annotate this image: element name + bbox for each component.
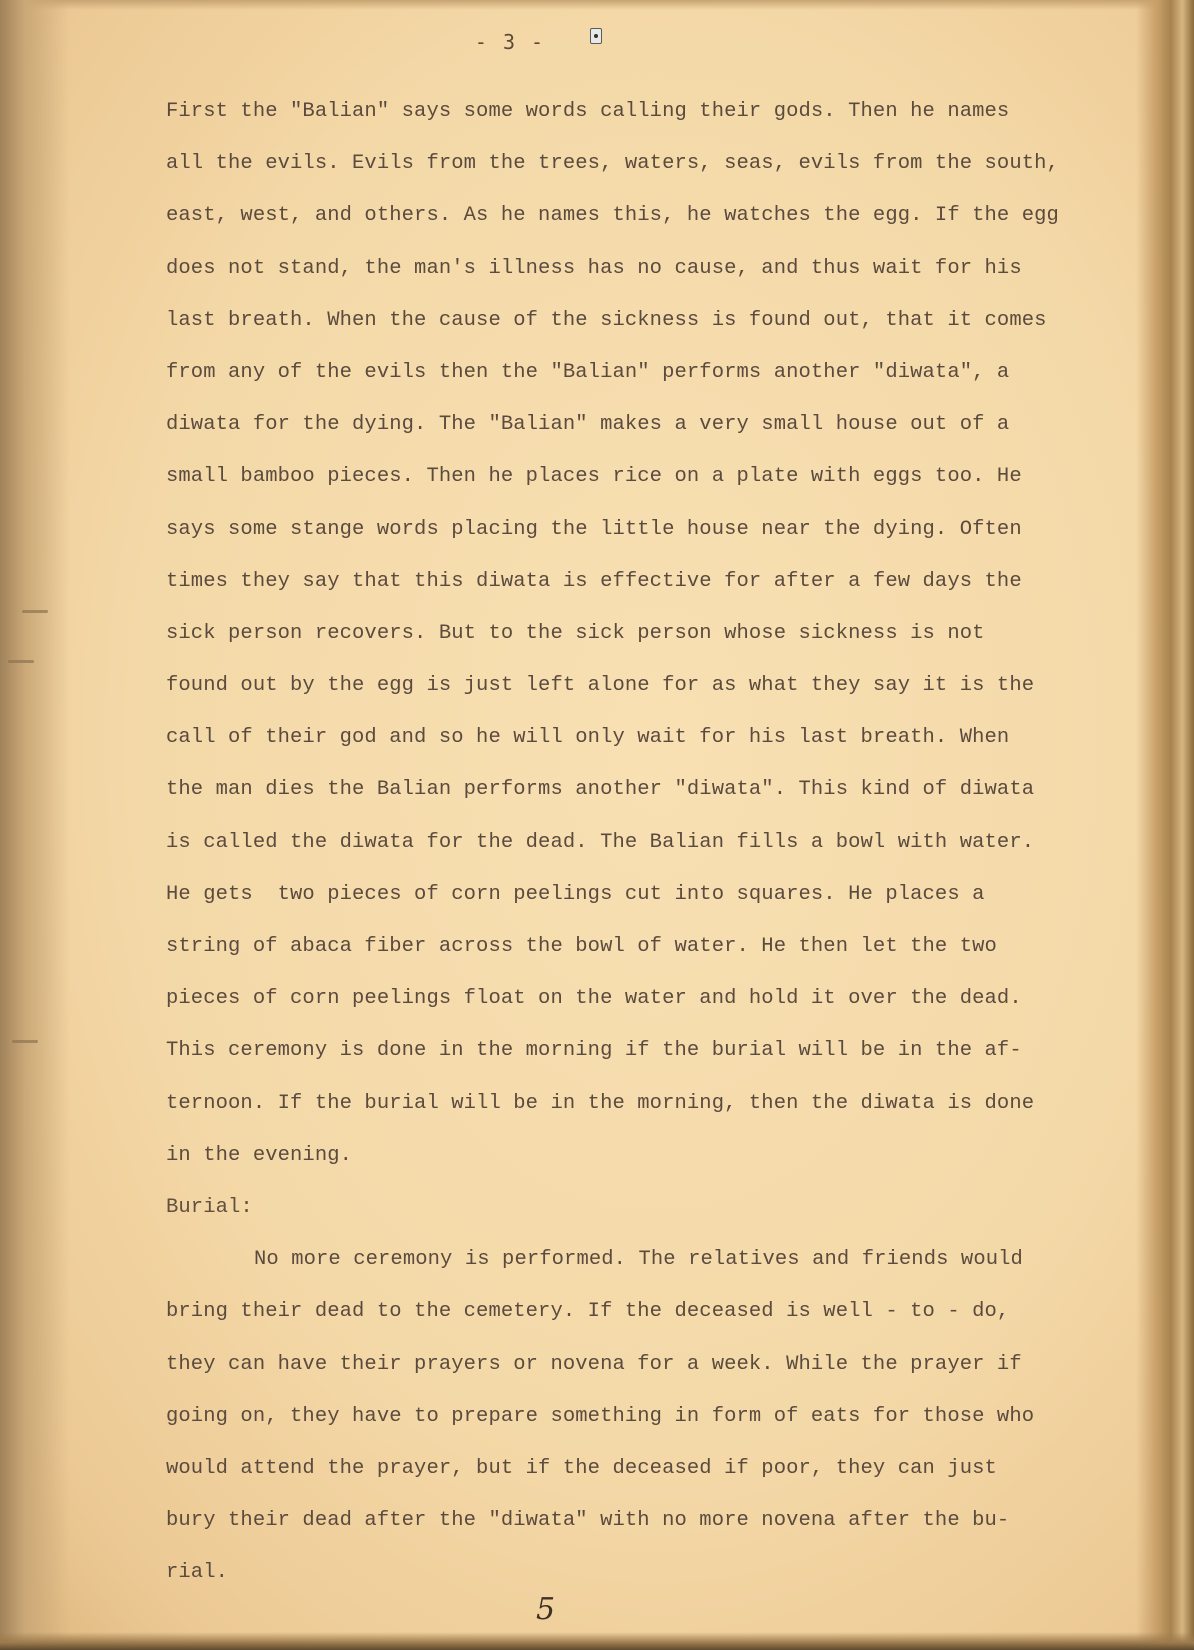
- text-line: No more ceremony is performed. The relatives and friends would: [254, 1248, 1023, 1272]
- text-line: pieces of corn peelings float on the water and hold it over the dead.: [166, 987, 1022, 1011]
- text-line: all the evils. Evils from the trees, waters, seas, evils from the south,: [166, 152, 1059, 176]
- staple-icon: [590, 28, 602, 44]
- text-line: they can have their prayers or novena for a week. While the prayer if: [166, 1352, 1022, 1376]
- binding-shadow: [0, 0, 70, 1650]
- text-line: bury their dead after the "diwata" with no more novena after the bu-: [166, 1509, 1010, 1533]
- text-line: is called the diwata for the dead. The Balian fills a bowl with water.: [166, 830, 1035, 854]
- text-line: last breath. When the cause of the sickness is found out, that it comes: [166, 308, 1047, 332]
- section-heading: Burial:: [166, 1195, 253, 1219]
- binding-mark: [12, 1040, 38, 1043]
- text-line: bring their dead to the cemetery. If the deceased is well - to - do,: [166, 1300, 1010, 1324]
- binding-mark: [22, 610, 48, 613]
- binding-mark: [8, 660, 34, 663]
- handwritten-page-number: 5: [536, 1592, 556, 1627]
- page-bottom-edge: [0, 1632, 1194, 1650]
- text-line: the man dies the Balian performs another "diwata". This kind of diwata: [166, 778, 1035, 802]
- text-line: found out by the egg is just left alone for as what they say it is the: [166, 674, 1035, 698]
- page-number: - 3 -: [474, 30, 546, 54]
- text-line: diwata for the dying. The "Balian" makes a very small house out of a: [166, 413, 1010, 437]
- text-line: says some stange words placing the little house near the dying. Often: [166, 517, 1022, 541]
- text-line: does not stand, the man's illness has no cause, and thus wait for his: [166, 256, 1022, 280]
- text-line: rial.: [166, 1561, 229, 1585]
- text-line: This ceremony is done in the morning if the burial will be in the af-: [166, 1039, 1022, 1063]
- text-line: He gets two pieces of corn peelings cut into squares. He places a: [166, 882, 985, 906]
- text-line: small bamboo pieces. Then he places rice on a plate with eggs too. He: [166, 465, 1022, 489]
- text-line: ternoon. If the burial will be in the morning, then the diwata is done: [166, 1091, 1035, 1115]
- text-line: in the evening.: [166, 1143, 353, 1167]
- text-line: times they say that this diwata is effective for after a few days the: [166, 569, 1022, 593]
- text-line: sick person recovers. But to the sick person whose sickness is not: [166, 621, 985, 645]
- page-top-edge: [0, 0, 1194, 10]
- text-line: would attend the prayer, but if the deceased if poor, they can just: [166, 1456, 997, 1480]
- text-line: going on, they have to prepare something in form of eats for those who: [166, 1404, 1035, 1428]
- text-line: call of their god and so he will only wait for his last breath. When: [166, 726, 1010, 750]
- text-line: string of abaca fiber across the bowl of water. He then let the two: [166, 935, 997, 958]
- text-line: from any of the evils then the "Balian" performs another "diwata", a: [166, 360, 1010, 384]
- typed-text-body: [166, 86, 1126, 1599]
- text-line: First the "Balian" says some words calling their gods. Then he names: [166, 100, 1010, 123]
- text-line: east, west, and others. As he names this, he watches the egg. If the egg: [166, 204, 1059, 228]
- page-right-edge: [1136, 0, 1194, 1650]
